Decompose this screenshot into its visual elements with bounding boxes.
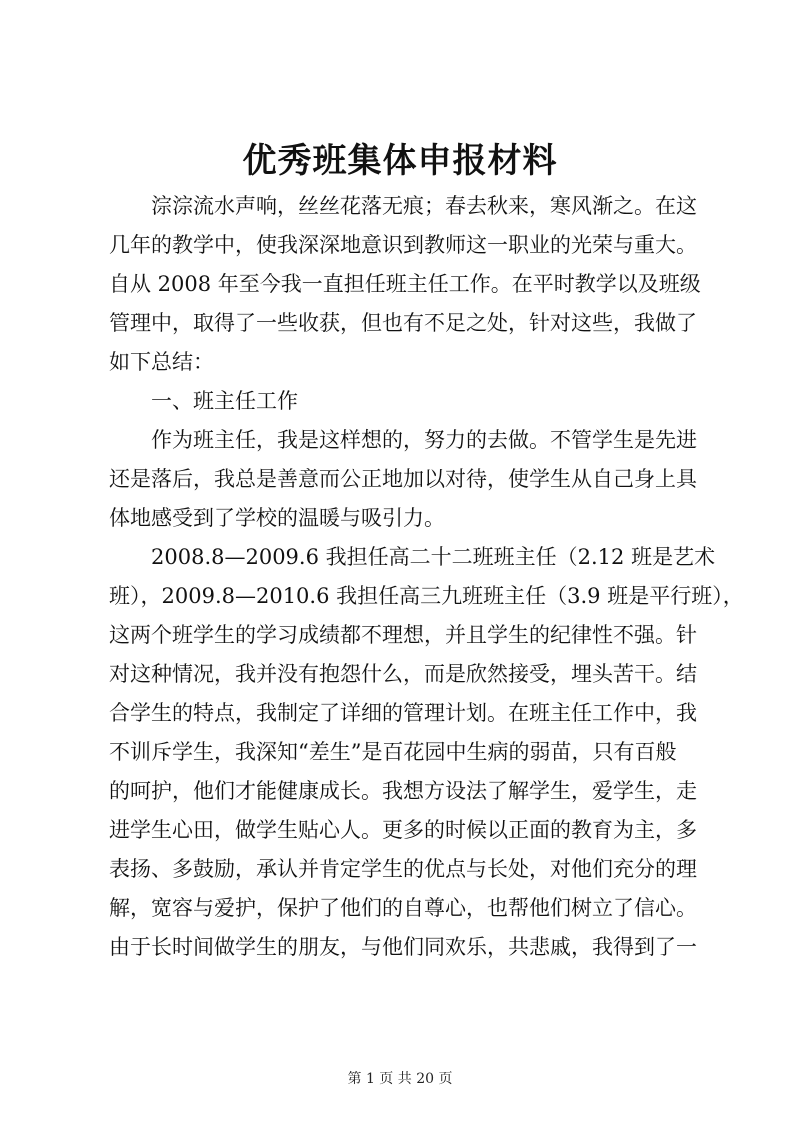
- paragraph-line: 表扬、多鼓励，承认并肯定学生的优点与长处，对他们充分的理: [109, 857, 697, 881]
- paragraph-line: 自从 2008 年至今我一直担任班主任工作。在平时教学以及班级: [109, 272, 701, 296]
- page-number-footer: 第 1 页 共 20 页: [347, 1071, 453, 1087]
- paragraph-line: 体地感受到了学校的温暖与吸引力。: [109, 506, 445, 530]
- paragraph-line: 的呵护，他们才能健康成长。我想方设法了解学生，爱学生，走: [109, 779, 697, 803]
- section-heading: 一、班主任工作: [151, 389, 298, 413]
- paragraph-line: 几年的教学中，使我深深地意识到教师这一职业的光荣与重大。: [109, 233, 697, 257]
- paragraph-line: 还是落后，我总是善意而公正地加以对待，使学生从自己身上具: [109, 467, 697, 491]
- paragraph-line: 合学生的特点，我制定了详细的管理计划。在班主任工作中，我: [109, 701, 697, 725]
- paragraph-line: 对这种情况，我并没有抱怨什么，而是欣然接受，埋头苦干。结: [109, 662, 697, 686]
- paragraph-line: 如下总结：: [109, 350, 214, 374]
- paragraph-line: 这两个班学生的学习成绩都不理想，并且学生的纪律性不强。针: [109, 623, 697, 647]
- paragraph-line: 作为班主任，我是这样想的，努力的去做。不管学生是先进: [151, 428, 697, 452]
- paragraph-line: 不训斥学生，我深知“差生”是百花园中生病的弱苗，只有百般: [109, 740, 677, 764]
- paragraph-line: 进学生心田，做学生贴心人。更多的时候以正面的教育为主，多: [109, 818, 697, 842]
- document-body: [109, 187, 744, 967]
- paragraph-line: 由于长时间做学生的朋友，与他们同欢乐，共悲戚，我得到了一: [109, 935, 697, 959]
- paragraph-line: 解，宽容与爱护，保护了他们的自尊心，也帮他们树立了信心。: [109, 896, 697, 920]
- paragraph-line: 班），2009.8—2010.6 我担任高三九班班主任（3.9 班是平行班），: [109, 584, 744, 608]
- paragraph-line: 2008.8—2009.6 我担任高二十二班班主任（2.12 班是艺术: [151, 545, 716, 569]
- paragraph-line: 淙淙流水声响，丝丝花落无痕；春去秋来，寒风渐之。在这: [151, 194, 697, 218]
- paragraph-line: 管理中，取得了一些收获，但也有不足之处，针对这些，我做了: [109, 311, 697, 335]
- document-title: 优秀班集体申报材料: [242, 141, 558, 181]
